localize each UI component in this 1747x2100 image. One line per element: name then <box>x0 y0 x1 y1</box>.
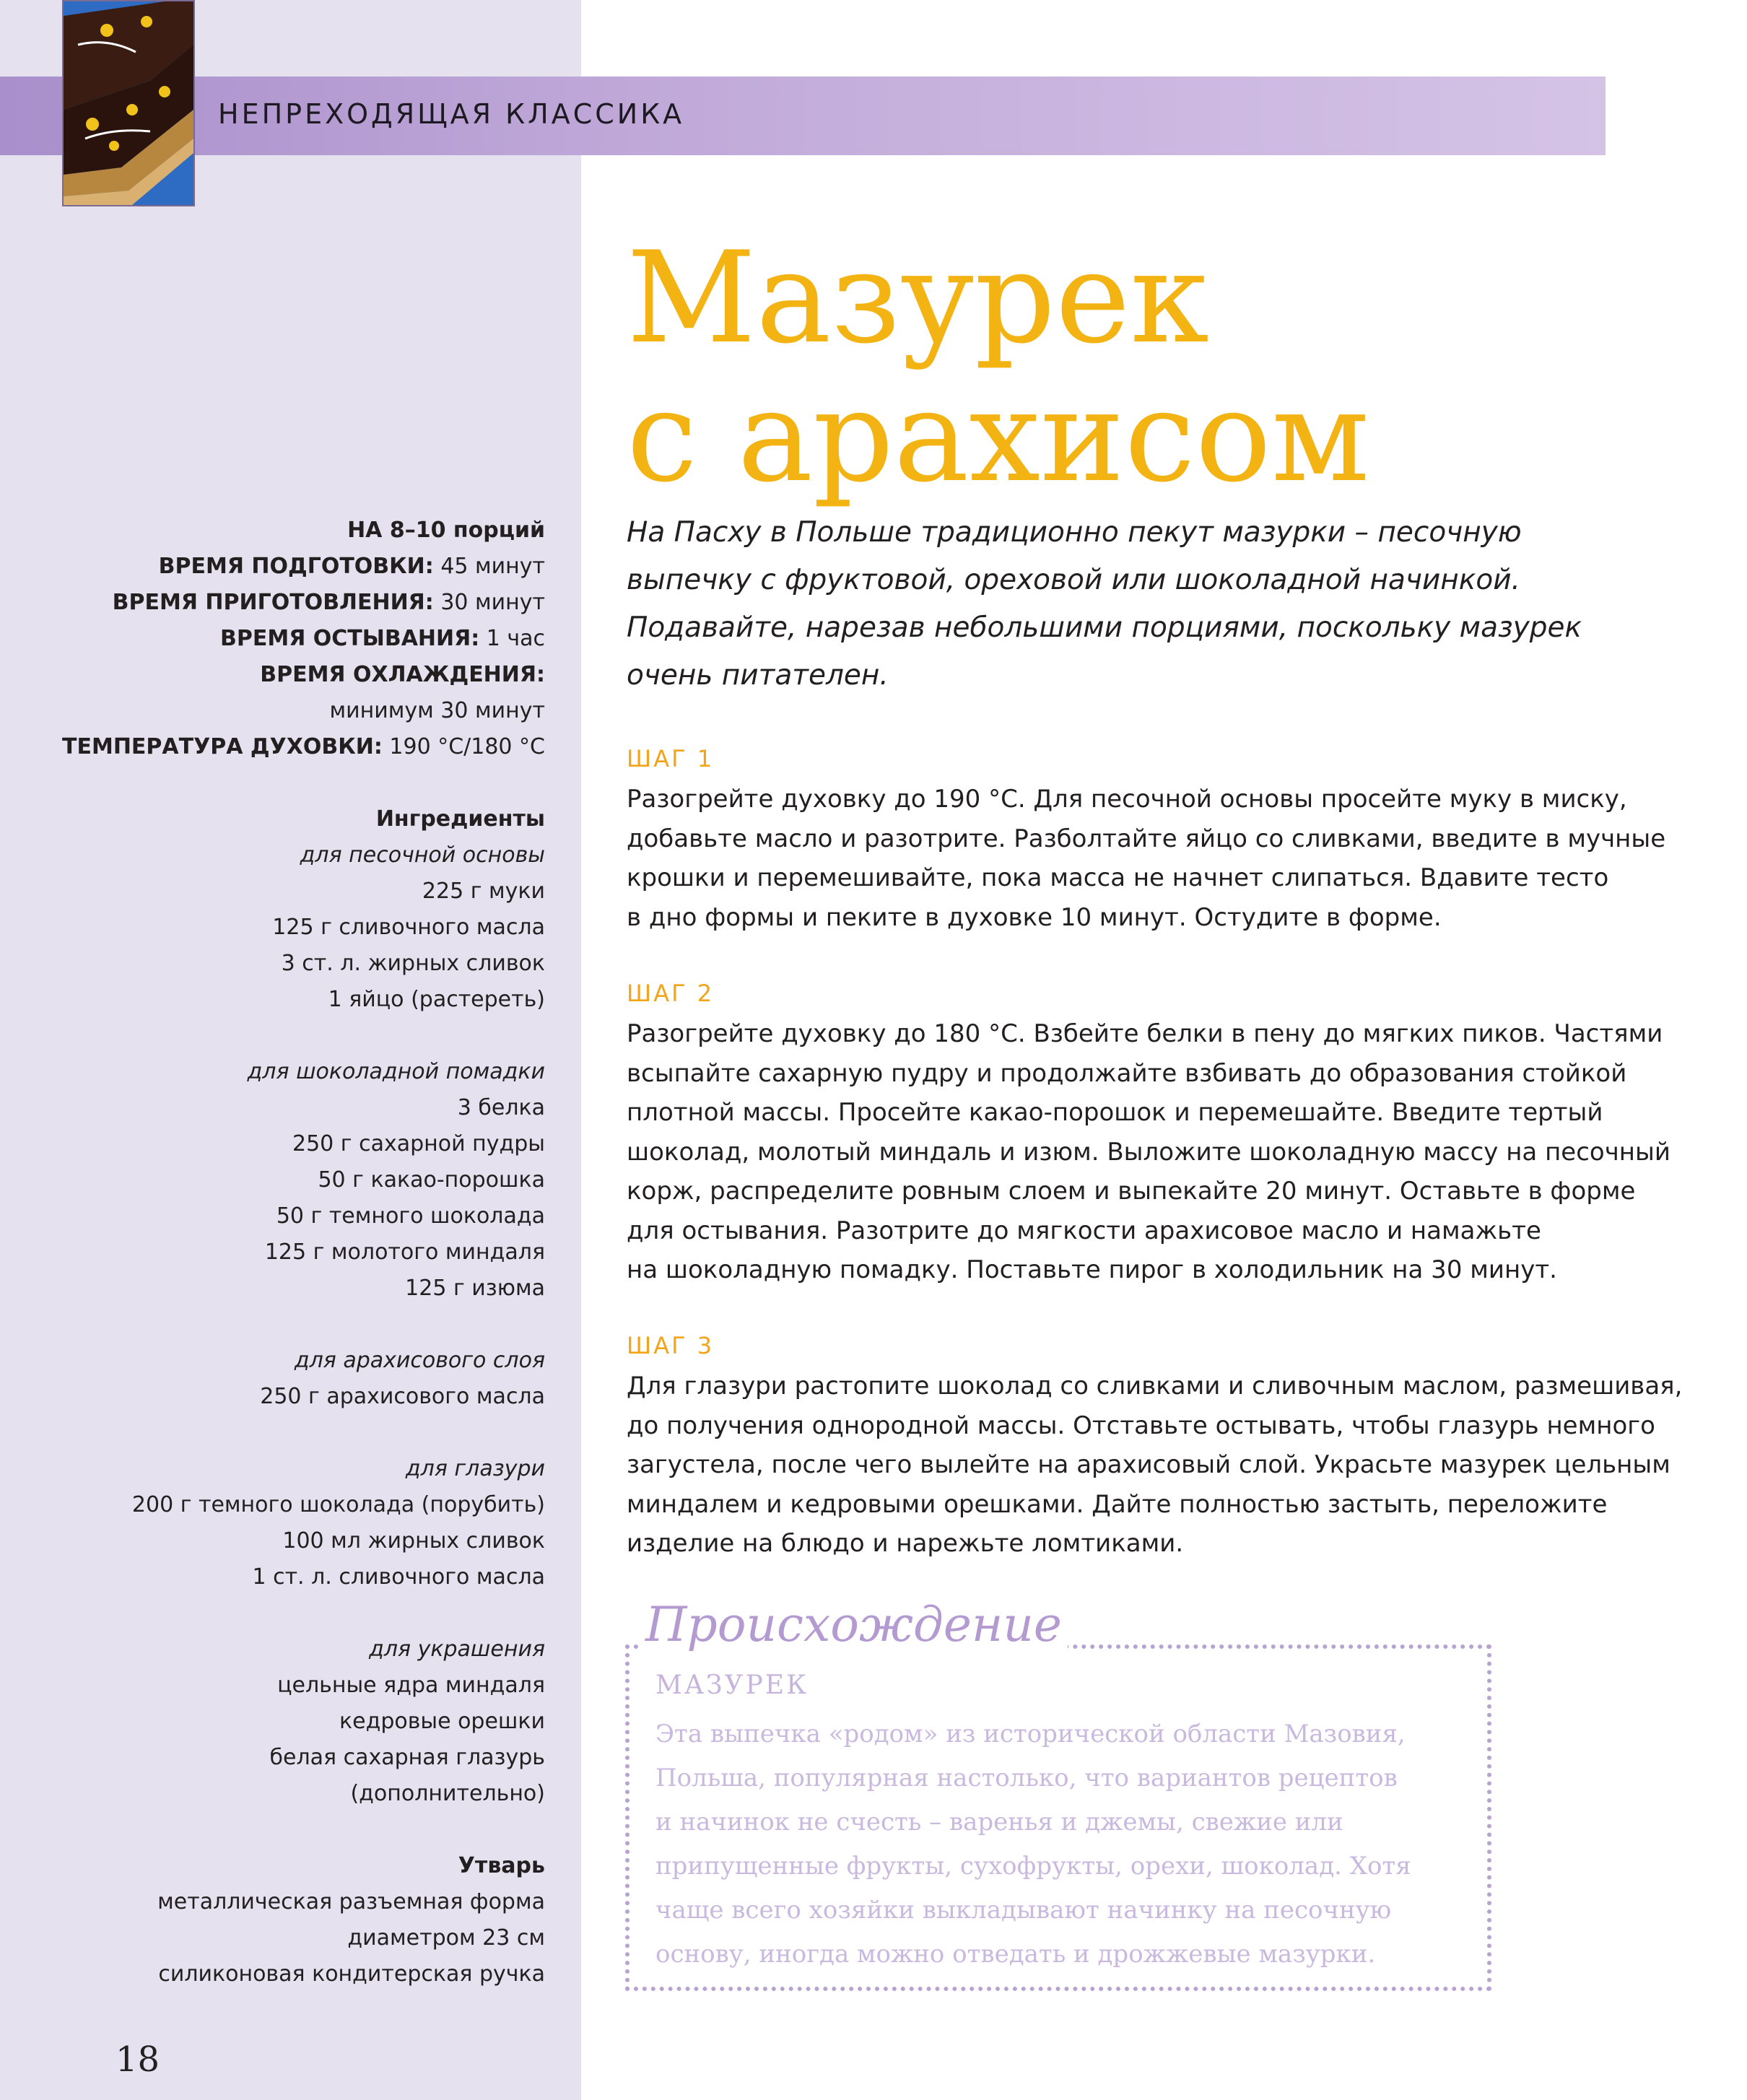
recipe-meta <box>62 513 545 765</box>
ingredient-item: 1 ст. л. сливочного масла <box>252 1564 545 1590</box>
ingredient-group-title: для украшения <box>369 1637 545 1662</box>
origin-line: Польша, популярная настолько, что вариантов рецептов <box>655 1764 1398 1792</box>
ingredient-item: 250 г сахарной пудры <box>292 1131 545 1156</box>
ingredient-item: цельные ядра миндаля <box>277 1673 545 1698</box>
step-2-label: ШАГ 2 <box>627 980 715 1007</box>
step-3-label: ШАГ 3 <box>627 1332 715 1359</box>
step-line: шоколад, молотый миндаль и изюм. Выложите шоколадную массу на песочный <box>627 1137 1670 1167</box>
step-line: Разогрейте духовку до 180 °С. Взбейте белки в пену до мягких пиков. Частями <box>627 1019 1663 1048</box>
ingredients-heading: Ингредиенты <box>375 806 545 832</box>
section-label: НЕПРЕХОДЯЩАЯ КЛАССИКА <box>218 98 685 130</box>
ingredient-item: 50 г какао-порошка <box>318 1167 545 1193</box>
step-line: в дно формы и пеките в духовке 10 минут. Остудите в форме. <box>627 902 1442 932</box>
cook-time-value: 30 минут <box>433 590 545 615</box>
recipe-title <box>627 225 1370 510</box>
origin-text <box>655 1712 1478 1977</box>
intro-text <box>627 509 1587 700</box>
page-number: 18 <box>116 2039 160 2080</box>
step-line: загустела, после чего вылейте на арахисовый слой. Украсьте мазурек цельным <box>627 1450 1670 1479</box>
origin-line: припущенные фрукты, сухофрукты, орехи, шоколад. Хотя <box>655 1852 1411 1881</box>
step-line: добавьте масло и разотрите. Разболтайте яйцо со сливками, введите в мучные <box>627 824 1666 853</box>
ingredient-item: (дополнительно) <box>350 1781 545 1806</box>
ingredient-item: 225 г муки <box>422 879 545 904</box>
recipe-title-line-2: с арахисом <box>627 364 1370 510</box>
ingredient-item: 125 г изюма <box>405 1276 545 1301</box>
ingredient-group-title: для песочной основы <box>300 842 545 868</box>
step-line: для остывания. Разотрите до мягкости арахисовое масло и намажьте <box>627 1216 1541 1245</box>
cool-time-value: 1 час <box>479 626 545 651</box>
tools-heading: Утварь <box>458 1853 545 1878</box>
step-line: корж, распределите ровным слоем и выпекайте 20 минут. Оставьте в форме <box>627 1177 1636 1206</box>
ingredient-item: 125 г молотого миндаля <box>264 1239 545 1265</box>
intro-line: выпечку с фруктовой, ореховой или шоколадной начинкой. <box>627 564 1520 596</box>
ingredient-item: 200 г темного шоколада (порубить) <box>131 1492 545 1517</box>
ingredient-group-title: для шоколадной помадки <box>247 1059 545 1084</box>
step-line: крошки и перемешивайте, пока масса не начнет слипаться. Вдавите тесто <box>627 863 1609 892</box>
ingredient-item: 125 г сливочного масла <box>272 915 545 940</box>
ingredient-group-title: для арахисового слоя <box>294 1348 545 1373</box>
step-line: всыпайте сахарную пудру и продолжайте взбивать до образования стойкой <box>627 1058 1627 1088</box>
step-line: плотной массы. Просейте какао-порошок и перемешайте. Введите тертый <box>627 1098 1603 1127</box>
step-line: до получения однородной массы. Отставьте остывать, чтобы глазурь немного <box>627 1411 1655 1440</box>
prep-time-label: ВРЕМЯ ПОДГОТОВКИ: <box>158 554 434 579</box>
servings: НА 8–10 порций <box>347 518 545 543</box>
ingredient-item: кедровые орешки <box>339 1709 545 1734</box>
ingredient-item: 1 яйцо (растереть) <box>328 987 545 1012</box>
tool-item: диаметром 23 см <box>347 1925 545 1951</box>
step-line: Разогрейте духовку до 190 °С. Для песочной основы просейте муку в миску, <box>627 785 1627 814</box>
ingredient-item: 250 г арахисового масла <box>260 1384 545 1409</box>
origin-line: и начинок не счесть – варенья и джемы, свежие или <box>655 1808 1343 1837</box>
step-line: Для глазури растопите шоколад со сливками и сливочным маслом, размешивая, <box>627 1372 1683 1400</box>
oven-temp-label: ТЕМПЕРАТУРА ДУХОВКИ: <box>62 734 383 759</box>
step-line: на шоколадную помадку. Поставьте пирог в холодильник на 30 минут. <box>627 1255 1557 1284</box>
recipe-title-line-1: Мазурек <box>627 225 1209 372</box>
origin-heading: МАЗУРЕК <box>655 1670 809 1700</box>
cook-time-label: ВРЕМЯ ПРИГОТОВЛЕНИЯ: <box>112 590 434 615</box>
oven-temp-value: 190 °С/180 °С <box>382 734 545 759</box>
tool-item: металлическая разъемная форма <box>157 1889 545 1914</box>
ingredient-item: 3 ст. л. жирных сливок <box>281 951 545 976</box>
step-1-text <box>627 780 1666 937</box>
step-line: миндалем и кедровыми орешками. Дайте полностью застыть, переложите <box>627 1489 1608 1519</box>
step-2-text <box>627 1014 1670 1290</box>
prep-time-value: 45 минут <box>433 554 545 579</box>
tool-item: силиконовая кондитерская ручка <box>158 1961 545 1987</box>
step-line: изделие на блюдо и нарежьте ломтиками. <box>627 1529 1184 1558</box>
ingredient-item: 100 мл жирных сливок <box>282 1528 545 1554</box>
ingredient-group-title: для глазури <box>405 1456 545 1481</box>
intro-line: очень питателен. <box>627 659 889 692</box>
origin-title: Происхождение <box>642 1597 1068 1652</box>
ingredient-item: белая сахарная глазурь <box>269 1745 545 1770</box>
step-3-text <box>627 1367 1683 1564</box>
chill-time-label: ВРЕМЯ ОХЛАЖДЕНИЯ: <box>260 662 545 687</box>
origin-line: основу, иногда можно отведать и дрожжевые мазурки. <box>655 1940 1376 1969</box>
intro-line: На Пасху в Польше традиционно пекут мазурки – песочную <box>627 516 1522 549</box>
ingredients-list <box>132 801 545 1992</box>
ingredient-item: 50 г темного шоколада <box>276 1203 545 1229</box>
step-1-label: ШАГ 1 <box>627 745 715 772</box>
cool-time-label: ВРЕМЯ ОСТЫВАНИЯ: <box>220 626 480 651</box>
origin-line: Эта выпечка «родом» из исторической области Мазовия, <box>655 1720 1406 1748</box>
chill-time-value: минимум 30 минут <box>329 698 545 723</box>
intro-line: Подавайте, нарезав небольшими порциями, поскольку мазурек <box>627 611 1582 644</box>
cake-thumbnail <box>62 0 195 206</box>
origin-line: чаще всего хозяйки выкладывают начинку на песочную <box>655 1896 1392 1925</box>
ingredient-item: 3 белка <box>457 1095 545 1120</box>
